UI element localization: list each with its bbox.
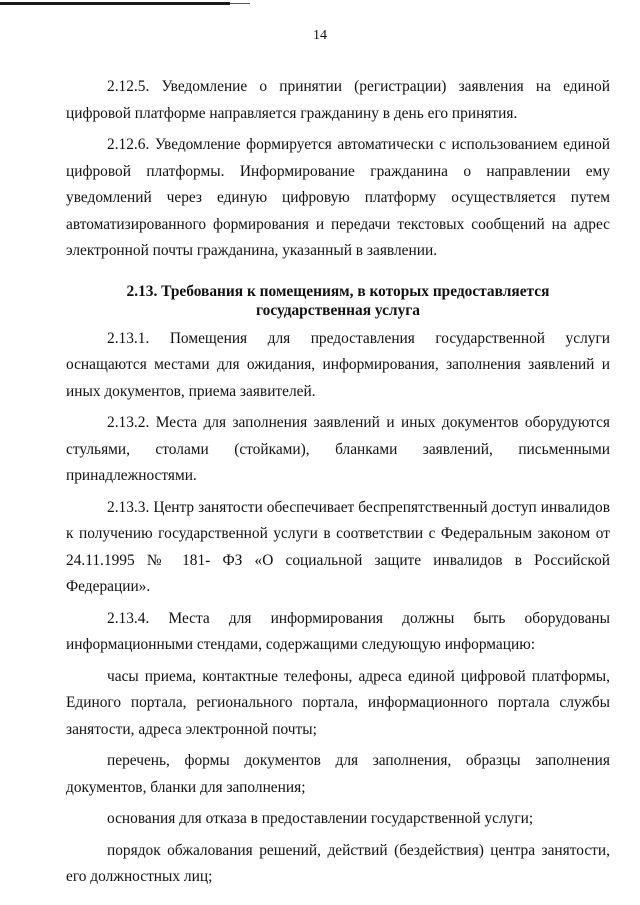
section-heading-2-13 — [66, 282, 610, 320]
paragraph-2-12-5: 2.12.5. Уведомление о принятии (регистрации) заявления на единой цифровой платформе направляется гражданину в день его принятия. — [66, 78, 610, 122]
document-body — [66, 74, 610, 896]
section-heading-line-2: государственная услуга — [256, 301, 420, 319]
paragraph-2-13-1: 2.13.1. Помещения для предоставления государственной услуги оснащаются местами для ожидания, информирования, заполнения заявлений и иных документов, приема заявителей. — [66, 329, 610, 400]
header-rule — [0, 2, 230, 5]
paragraph-2-13-4: 2.13.4. Места для информирования должны быть оборудованы информационными стендами, содержащими следующую информацию: — [66, 609, 610, 653]
list-item-appeal-procedure: порядок обжалования решений, действий (бездействия) центра занятости, его должностных лиц; — [66, 841, 610, 885]
list-item-forms: перечень, формы документов для заполнения, образцы заполнения документов, бланки для заполнения; — [66, 752, 610, 796]
paragraph-2-12-6: 2.12.6. Уведомление формируется автоматически с использованием единой цифровой платформы. Информирование гражданина о направлении ему уведомлений через единую цифровую платформу осуществляется путем автоматизированного формирования и передачи текстовых сообщений на адрес электронной почты гражданина, указанный в заявлении. — [66, 136, 610, 259]
header-rule-tail — [230, 3, 250, 4]
page-number: 14 — [313, 28, 327, 43]
list-item-contacts: часы приема, контактные телефоны, адреса единой цифровой платформы, Единого портала, регионального портала, информационного портала службы занятости, адреса электронной почты; — [66, 667, 610, 738]
list-item-refusal-grounds: основания для отказа в предоставлении государственной услуги; — [107, 810, 534, 827]
paragraph-2-13-3: 2.13.3. Центр занятости обеспечивает беспрепятственный доступ инвалидов к получению государственной услуги в соответствии с Федеральным законом от 24.11.1995 № 181- ФЗ «О социальной защите инвалидов в Российской Федерации». — [66, 498, 610, 595]
section-heading-line-1: 2.13. Требования к помещениям, в которых предоставляется — [126, 282, 550, 300]
paragraph-2-13-2: 2.13.2. Места для заполнения заявлений и иных документов оборудуются стульями, столами (стойками), бланками заявлений, письменными принадлежностями. — [66, 414, 610, 484]
